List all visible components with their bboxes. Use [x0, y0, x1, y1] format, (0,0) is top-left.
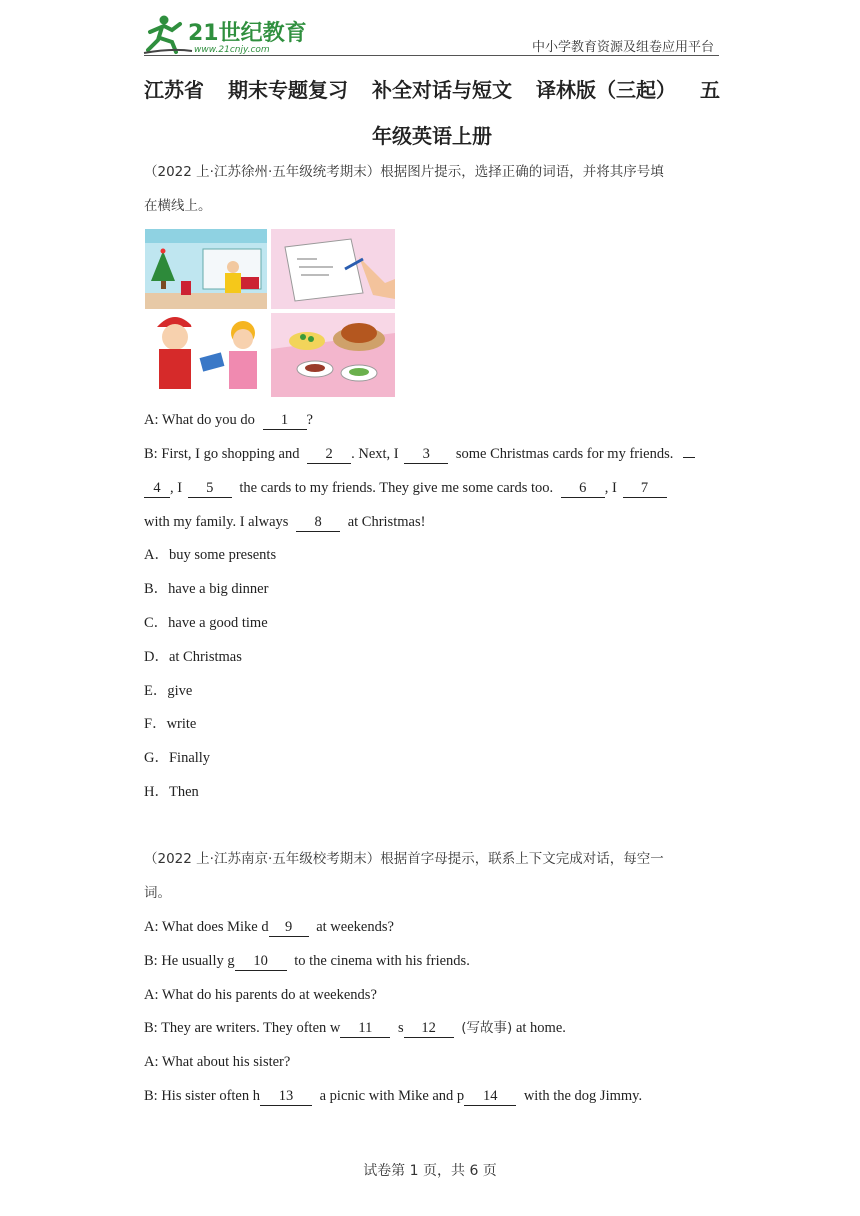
- runner-icon: [144, 16, 192, 54]
- answer-blank[interactable]: 1: [263, 412, 307, 430]
- logo-text: 21世纪教育: [188, 21, 307, 46]
- q2-line-1: [144, 917, 394, 937]
- answer-blank[interactable]: 6: [561, 480, 605, 498]
- text-span: at weekends?: [316, 919, 394, 935]
- option-item: F．write: [144, 716, 197, 732]
- exchanging-gifts-image: [145, 313, 267, 397]
- page-title-line2: 年级英语上册: [372, 124, 492, 148]
- text-span: B: He usually g: [144, 953, 235, 969]
- writing-card-image: [271, 229, 395, 309]
- answer-blank[interactable]: 7: [623, 480, 667, 498]
- answer-blank[interactable]: 8: [296, 514, 340, 532]
- answer-blank[interactable]: 10: [235, 953, 287, 971]
- q2-line-3: A: What do his parents do at weekends?: [144, 987, 377, 1003]
- text-span: , I: [604, 480, 617, 496]
- brand-logo: [142, 10, 312, 56]
- answer-blank[interactable]: 12: [404, 1020, 454, 1038]
- q2-source-line1: （2022 上·江苏南京·五年级校考期末）根据首字母提示，联系上下文完成对话，每空一: [144, 851, 664, 867]
- title-part: 江苏省: [144, 78, 204, 102]
- option-item: A．buy some presents: [144, 547, 277, 563]
- title-part: 五: [700, 78, 720, 102]
- answer-blank[interactable]: 5: [188, 480, 232, 498]
- title-part: 译林版（三起）: [536, 78, 676, 102]
- answer-blank-start[interactable]: [683, 457, 695, 458]
- text-span: some Christmas cards for my friends.: [455, 446, 674, 462]
- option-item: C．have a good time: [144, 615, 268, 631]
- q1-line-b2: [144, 478, 667, 498]
- text-span: at home.: [515, 1020, 566, 1036]
- text-span: , I: [170, 480, 183, 496]
- answer-blank[interactable]: 9: [269, 919, 309, 937]
- page-title-line1: [144, 74, 720, 103]
- page-header: [140, 8, 720, 56]
- q2-line-5: A: What about his sister?: [144, 1054, 291, 1070]
- text-span: with my family. I always: [144, 514, 289, 530]
- big-dinner-image: [271, 313, 395, 397]
- title-part: 补全对话与短文: [372, 78, 512, 102]
- platform-name: 中小学教育资源及组卷应用平台: [531, 40, 714, 55]
- q1-line-b1: [144, 444, 695, 464]
- q2-line-2: [144, 951, 470, 971]
- answer-blank[interactable]: 11: [340, 1020, 390, 1038]
- answer-blank[interactable]: 14: [464, 1088, 516, 1106]
- logo-url: www.21cnjy.com: [194, 45, 270, 55]
- option-item: E．give: [144, 683, 193, 699]
- q1-source-line1: （2022 上·江苏徐州·五年级统考期末）根据图片提示，选择正确的词语，并将其序号填: [144, 164, 664, 180]
- q2-source-line2: 词。: [144, 885, 171, 901]
- option-item: H．Then: [144, 784, 199, 800]
- title-part: 期末专题复习: [228, 78, 348, 102]
- answer-blank[interactable]: 2: [307, 446, 351, 464]
- shopping-scene-image: [145, 229, 267, 309]
- answer-blank[interactable]: 4: [144, 480, 170, 498]
- header-divider: [144, 55, 719, 56]
- text-span: A: What does Mike d: [144, 919, 269, 935]
- text-span: ?: [306, 412, 313, 428]
- q1-line-b3: [144, 512, 425, 532]
- text-span: B: First, I go shopping and: [144, 446, 300, 462]
- q1-line-a: [144, 410, 313, 430]
- option-item: D．at Christmas: [144, 649, 242, 665]
- q2-line-4: [144, 1018, 566, 1038]
- text-span: to the cinema with his friends.: [294, 953, 470, 969]
- q2-line-6: [144, 1086, 642, 1106]
- option-item: G．Finally: [144, 750, 211, 766]
- option-item: B．have a big dinner: [144, 581, 269, 597]
- text-span: . Next, I: [351, 446, 399, 462]
- text-span: with the dog Jimmy.: [523, 1088, 643, 1104]
- text-span: B: His sister often h: [144, 1088, 260, 1104]
- text-span: the cards to my friends. They give me some cards too.: [239, 480, 554, 496]
- answer-blank[interactable]: 13: [260, 1088, 312, 1106]
- text-span: a picnic with Mike and p: [319, 1088, 465, 1104]
- page-footer: 试卷第 1 页，共 6 页: [363, 1163, 497, 1179]
- text-span: (写故事): [461, 1020, 513, 1036]
- text-span: B: They are writers. They often w: [144, 1020, 341, 1036]
- text-span: s: [398, 1020, 404, 1036]
- answer-blank[interactable]: 3: [404, 446, 448, 464]
- q1-source-line2: 在横线上。: [144, 198, 212, 214]
- text-span: A: What do you do: [144, 412, 255, 428]
- text-span: at Christmas!: [347, 514, 426, 530]
- christmas-picture-grid: [145, 229, 395, 397]
